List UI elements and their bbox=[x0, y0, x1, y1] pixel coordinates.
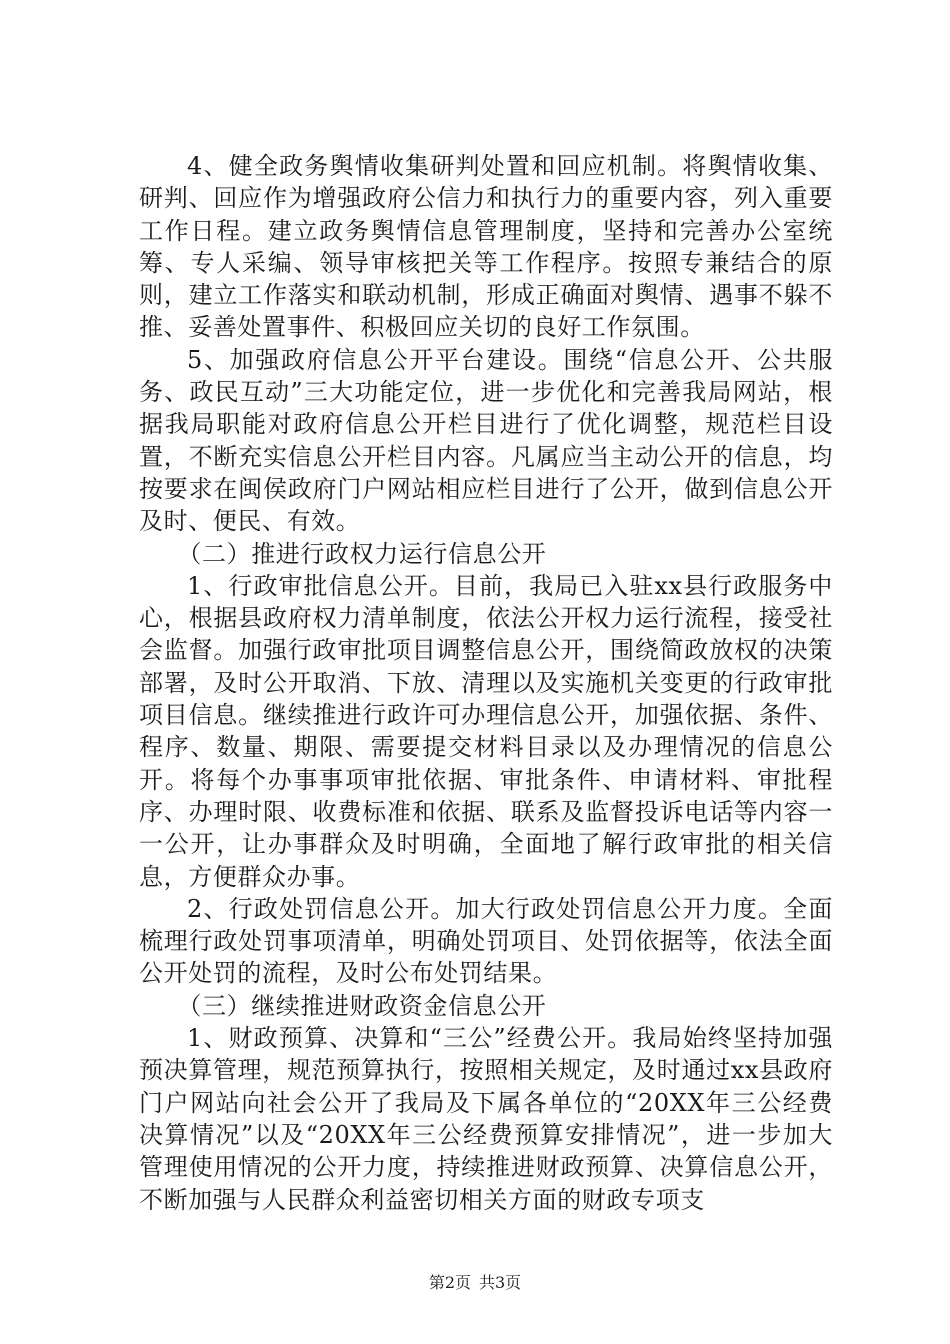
page-total: 共3页 bbox=[479, 1273, 522, 1292]
section-heading-admin-power: （二）推进行政权力运行信息公开 bbox=[177, 539, 547, 568]
document-body bbox=[139, 150, 833, 1216]
paragraph-platform-construction: 5、加强政府信息公开平台建设。围绕“信息公开、公共服务、政民互动”三大功能定位，进一步优化和完善我局网站，根据我局职能对政府信息公开栏目进行了优化调整，规范栏目设置，不断充实信息公开栏目内容。凡属应当主动公开的信息，均按要求在闽侯政府门户网站相应栏目进行了公开，做到信息公开及时、便民、有效。 bbox=[139, 345, 833, 536]
paragraph-admin-penalty: 2、行政处罚信息公开。加大行政处罚信息公开力度。全面梳理行政处罚事项清单，明确处罚项目、处罚依据等，依法全面公开处罚的流程，及时公布处罚结果。 bbox=[139, 894, 833, 988]
section-heading-fiscal-funds: （三）继续推进财政资金信息公开 bbox=[177, 991, 547, 1020]
page-number: 第2页 bbox=[428, 1273, 471, 1292]
page-footer bbox=[0, 1273, 950, 1293]
paragraph-admin-approval: 1、行政审批信息公开。目前，我局已入驻xx县行政服务中心，根据县政府权力清单制度，依法公开权力运行流程，接受社会监督。加强行政审批项目调整信息公开，围绕简政放权的决策部署，及时公开取消、下放、清理以及实施机关变更的行政审批项目信息。继续推进行政许可办理信息公开，加强依据、条件、程序、数量、期限、需要提交材料目录以及办理情况的信息公开。将每个办事事项审批依据、审批条件、申请材料、审批程序、办理时限、收费标准和依据、联系及监督投诉电话等内容一一公开，让办事群众及时明确，全面地了解行政审批的相关信息，方便群众办事。 bbox=[139, 571, 833, 891]
paragraph-budget-disclosure: 1、财政预算、决算和“三公”经费公开。我局始终坚持加强预决算管理，规范预算执行，按照相关规定，及时通过xx县政府门户网站向社会公开了我局及下属各单位的“20XX年三公经费决算情况”以及“20XX年三公经费预算安排情况”，进一步加大管理使用情况的公开力度，持续推进财政预算、决算信息公开，不断加强与人民群众利益密切相关方面的财政专项支 bbox=[139, 1024, 833, 1214]
paragraph-opinion-mechanism: 4、健全政务舆情收集研判处置和回应机制。将舆情收集、研判、回应作为增强政府公信力和执行力的重要内容，列入重要工作日程。建立政务舆情信息管理制度，坚持和完善办公室统筹、专人采编、领导审核把关等工作程序。按照专兼结合的原则，建立工作落实和联动机制，形成正确面对舆情、遇事不躲不推、妥善处置事件、积极回应关切的良好工作氛围。 bbox=[139, 152, 833, 342]
